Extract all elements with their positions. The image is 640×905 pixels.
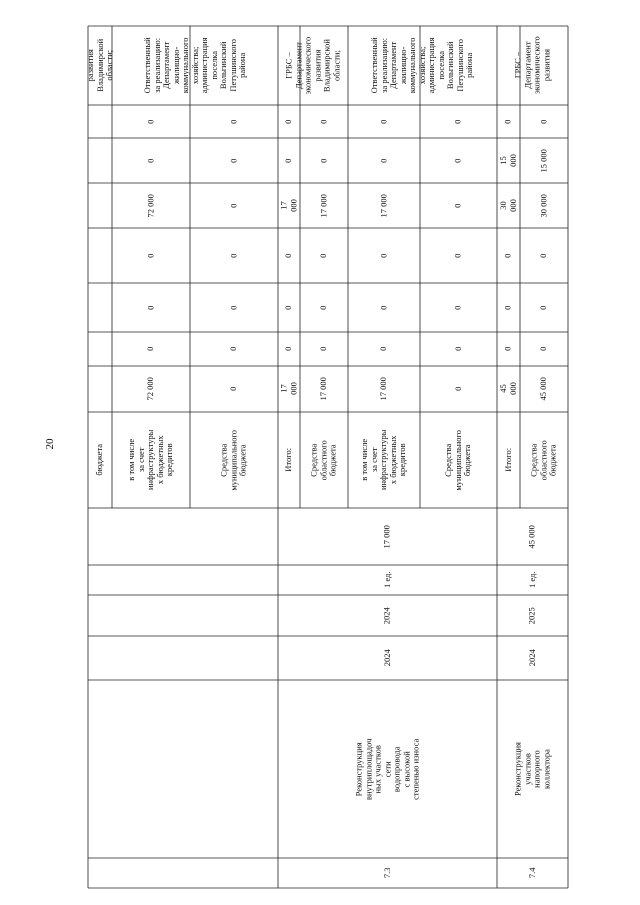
row-7-4-end-text: 2025 [526, 606, 537, 624]
row-7-4-start-text: 2024 [526, 649, 537, 667]
top-sub2-y2026-text: 0 [228, 119, 239, 124]
r74-grbs [497, 26, 568, 105]
row-7-4-start [497, 636, 568, 680]
funding-source-header [88, 412, 112, 508]
r73-l3-y2021-text: 0 [452, 346, 463, 352]
r74-grbs-text: ГРБС – Департамент экономического развития [512, 36, 552, 95]
top-sub1-total [112, 366, 190, 412]
r74-l0-source [497, 412, 520, 508]
top-responsible-cell [112, 26, 278, 105]
top-sub2-source [190, 412, 278, 508]
r74-l1-y2025 [520, 138, 568, 183]
r73-l1-y2021-text: 0 [318, 346, 329, 352]
top-sub1-source-text: в том числе за счет инфраструктуры х бюджетных кредитов [126, 429, 175, 491]
funding-source-header-label: бюджета [94, 444, 105, 476]
row-7-3-end-text: 2024 [381, 606, 392, 624]
r73-l0-y2024 [278, 183, 300, 228]
r74-l0-y2024-text: 30 000 [497, 199, 518, 212]
r73-l1-y2026 [300, 105, 348, 138]
top-sub1-y2025-text: 0 [145, 158, 156, 163]
r74-l1-y2023 [520, 228, 568, 283]
r73-l3-y2025 [420, 138, 497, 183]
top-sub1-y2021-text: 0 [145, 346, 156, 352]
r74-l1-source [520, 412, 568, 508]
top-sub1-y2023 [112, 228, 190, 283]
r73-l0-y2021 [278, 332, 300, 366]
row-7-4-name-text: Реконструкция участков напорного коллектора [512, 742, 552, 797]
r73-l2-y2026 [348, 105, 420, 138]
top-sub1-total-text: 72 000 [145, 377, 156, 401]
row-7-3-number-text: 7.3 [381, 867, 392, 879]
r73-l3-y2024-text: 0 [452, 203, 463, 208]
r74-l0-y2025 [497, 138, 520, 183]
r74-l1-total [520, 366, 568, 412]
r73-l2-y2025-text: 0 [378, 158, 389, 163]
r74-l0-y2022-text: 0 [502, 305, 513, 310]
r73-l0-total-text: 17 000 [278, 382, 298, 396]
r73-l1-total [300, 366, 348, 412]
r74-l1-y2021-text: 0 [538, 346, 549, 352]
row-7-3-name [278, 680, 497, 858]
r73-l1-y2023 [300, 228, 348, 283]
top-sub1-y2023-text: 0 [145, 253, 156, 258]
r73-l2-y2025 [348, 138, 420, 183]
top-sub1-y2025 [112, 138, 190, 183]
r73-l2-y2023 [348, 228, 420, 283]
r73-l1-y2024 [300, 183, 348, 228]
r73-l3-total-text: 0 [452, 386, 463, 392]
r73-l0-y2023 [278, 228, 300, 283]
top-sub2-y2023-text: 0 [228, 253, 239, 258]
r73-l3-total [420, 366, 497, 412]
r73-l2-total-text: 17 000 [378, 377, 389, 401]
r73-l0-y2026-text: 0 [283, 119, 294, 124]
top-sub2-y2022 [190, 283, 278, 332]
r73-l3-y2026 [420, 105, 497, 138]
r73-l1-source-text: Средства областного бюджета [308, 439, 338, 481]
r73-l3-y2025-text: 0 [452, 158, 463, 163]
r73-grbs [278, 26, 348, 105]
r74-l1-y2023-text: 0 [538, 253, 549, 258]
row-7-4-cost-text: 45 000 [526, 524, 537, 549]
r73-l3-y2024 [420, 183, 497, 228]
top-sub2-y2023 [190, 228, 278, 283]
row-7-4-number [497, 858, 568, 888]
r74-l1-y2025-text: 15 000 [538, 148, 549, 173]
r73-l1-source [300, 412, 348, 508]
top-sub2-y2021 [190, 332, 278, 366]
r73-l1-y2025 [300, 138, 348, 183]
row-7-4-name [497, 680, 568, 858]
r74-l0-y2023-text: 0 [502, 253, 513, 258]
r73-l1-y2021 [300, 332, 348, 366]
r73-l0-y2022-text: 0 [283, 305, 294, 310]
r73-responsible [348, 26, 497, 105]
top-sub1-y2024-text: 72 000 [145, 193, 156, 218]
r73-l2-y2024 [348, 183, 420, 228]
r73-l3-y2023-text: 0 [452, 253, 463, 258]
row-7-3-number [278, 858, 497, 888]
r73-l1-y2024-text: 17 000 [318, 193, 329, 218]
top-sub1-y2026-text: 0 [145, 119, 156, 124]
row-7-3-start [278, 636, 497, 680]
top-sub2-y2024-text: 0 [228, 203, 239, 208]
responsible-header [84, 26, 114, 105]
r73-l1-y2022 [300, 283, 348, 332]
r74-l0-y2021 [497, 332, 520, 366]
r73-grbs-text: ГРБС – Департамент экономического развития Владимирской области; [283, 36, 342, 95]
r74-l1-total-text: 45 000 [538, 377, 549, 401]
r73-l1-y2026-text: 0 [318, 119, 329, 124]
responsible-header-label: развития Владимирской области; [84, 38, 114, 92]
r73-l0-y2024-text: 17 000 [278, 199, 298, 212]
top-sub1-y2021 [112, 332, 190, 366]
r74-l0-total [497, 366, 520, 412]
top-sub2-y2026 [190, 105, 278, 138]
r73-l2-source-text: в том числе за счет инфраструктуры х бюджетных кредитов [359, 429, 408, 491]
r74-l1-y2022-text: 0 [538, 305, 549, 310]
page-number: 20 [44, 438, 56, 450]
r74-l0-y2021-text: 0 [502, 346, 513, 352]
r73-l1-y2023-text: 0 [318, 253, 329, 258]
r73-l2-y2021 [348, 332, 420, 366]
top-sub2-total [190, 366, 278, 412]
top-responsible-text: Ответственный за реализацию: Департамент жилищно- коммунального хозяйства; администрация поселка Вольгинский Петушинского района [141, 37, 247, 94]
row-7-3-end [278, 595, 497, 636]
r73-l0-total [278, 366, 300, 412]
r74-l1-y2022 [520, 283, 568, 332]
r73-l0-y2022 [278, 283, 300, 332]
top-sub1-y2022-text: 0 [145, 305, 156, 310]
top-sub2-y2025-text: 0 [228, 158, 239, 163]
r73-l3-y2022-text: 0 [452, 305, 463, 310]
top-sub2-total-text: 0 [228, 386, 239, 392]
r73-l1-total-text: 17 000 [318, 377, 329, 401]
r73-l0-source-text: Итого: [283, 448, 294, 472]
r74-l1-y2024 [520, 183, 568, 228]
top-sub2-y2024 [190, 183, 278, 228]
row-7-3-name-text: Реконструкция внутриплощадоч ных участков сети водопровода с высокой степенью износа [353, 738, 421, 800]
top-sub1-y2026 [112, 105, 190, 138]
r73-l2-y2024-text: 17 000 [378, 193, 389, 218]
row-7-4-end [497, 595, 568, 636]
r73-l2-y2021-text: 0 [378, 346, 389, 352]
r74-l0-y2026-text: 0 [502, 119, 513, 124]
r74-l0-y2024 [497, 183, 520, 228]
r73-l1-y2022-text: 0 [318, 305, 329, 310]
r73-l2-total [348, 366, 420, 412]
r73-l0-y2026 [278, 105, 300, 138]
top-sub1-y2024 [112, 183, 190, 228]
r74-l0-total-text: 45 000 [497, 382, 518, 396]
row-7-4-unit [497, 565, 568, 595]
r73-l3-source [420, 412, 497, 508]
r74-l1-source-text: Средства областного бюджета [528, 439, 558, 481]
r73-l3-y2022 [420, 283, 497, 332]
row-7-4-cost [497, 508, 568, 565]
r74-l0-y2025-text: 15 000 [497, 154, 518, 167]
r73-l3-source-text: Средства муниципального бюджета [443, 429, 473, 491]
r73-l3-y2026-text: 0 [452, 119, 463, 124]
r73-l3-y2023 [420, 228, 497, 283]
top-sub2-source-text: Средства муниципального бюджета [218, 429, 248, 491]
r74-l1-y2024-text: 30 000 [538, 193, 549, 218]
r74-l0-y2022 [497, 283, 520, 332]
row-7-3-start-text: 2024 [381, 649, 392, 667]
r73-l0-y2021-text: 0 [283, 346, 294, 352]
r74-l1-y2021 [520, 332, 568, 366]
r73-l2-y2022 [348, 283, 420, 332]
r73-l2-source [348, 412, 420, 508]
r73-l3-y2021 [420, 332, 497, 366]
r73-l2-y2022-text: 0 [378, 305, 389, 310]
r74-l0-y2026 [497, 105, 520, 138]
row-7-4-number-text: 7.4 [526, 867, 537, 879]
r73-l2-y2023-text: 0 [378, 253, 389, 258]
row-7-3-cost-text: 17 000 [381, 524, 392, 549]
top-sub1-source [112, 412, 190, 508]
top-sub2-y2022-text: 0 [228, 305, 239, 310]
r74-l1-y2026-text: 0 [538, 119, 549, 124]
r74-l0-source-text: Итого: [502, 448, 513, 472]
r73-l0-source [278, 412, 300, 508]
r73-responsible-text: Ответственный за реализацию: Департамент жилищно- коммунального хозяйства; администрация поселка Вольгинский Петушинского района [369, 37, 475, 94]
row-7-3-unit-text: 1 ед. [381, 571, 392, 589]
top-sub2-y2021-text: 0 [228, 346, 239, 352]
r74-l1-y2026 [520, 105, 568, 138]
r74-l0-y2023 [497, 228, 520, 283]
top-sub1-y2022 [112, 283, 190, 332]
row-7-4-unit-text: 1 ед. [526, 571, 537, 589]
r73-l2-y2026-text: 0 [378, 119, 389, 124]
row-7-3-cost [278, 508, 497, 565]
top-sub2-y2025 [190, 138, 278, 183]
r73-l1-y2025-text: 0 [318, 158, 329, 163]
r73-l0-y2023-text: 0 [283, 253, 294, 258]
row-7-3-unit [278, 565, 497, 595]
r73-l0-y2025-text: 0 [283, 158, 294, 163]
r73-l0-y2025 [278, 138, 300, 183]
